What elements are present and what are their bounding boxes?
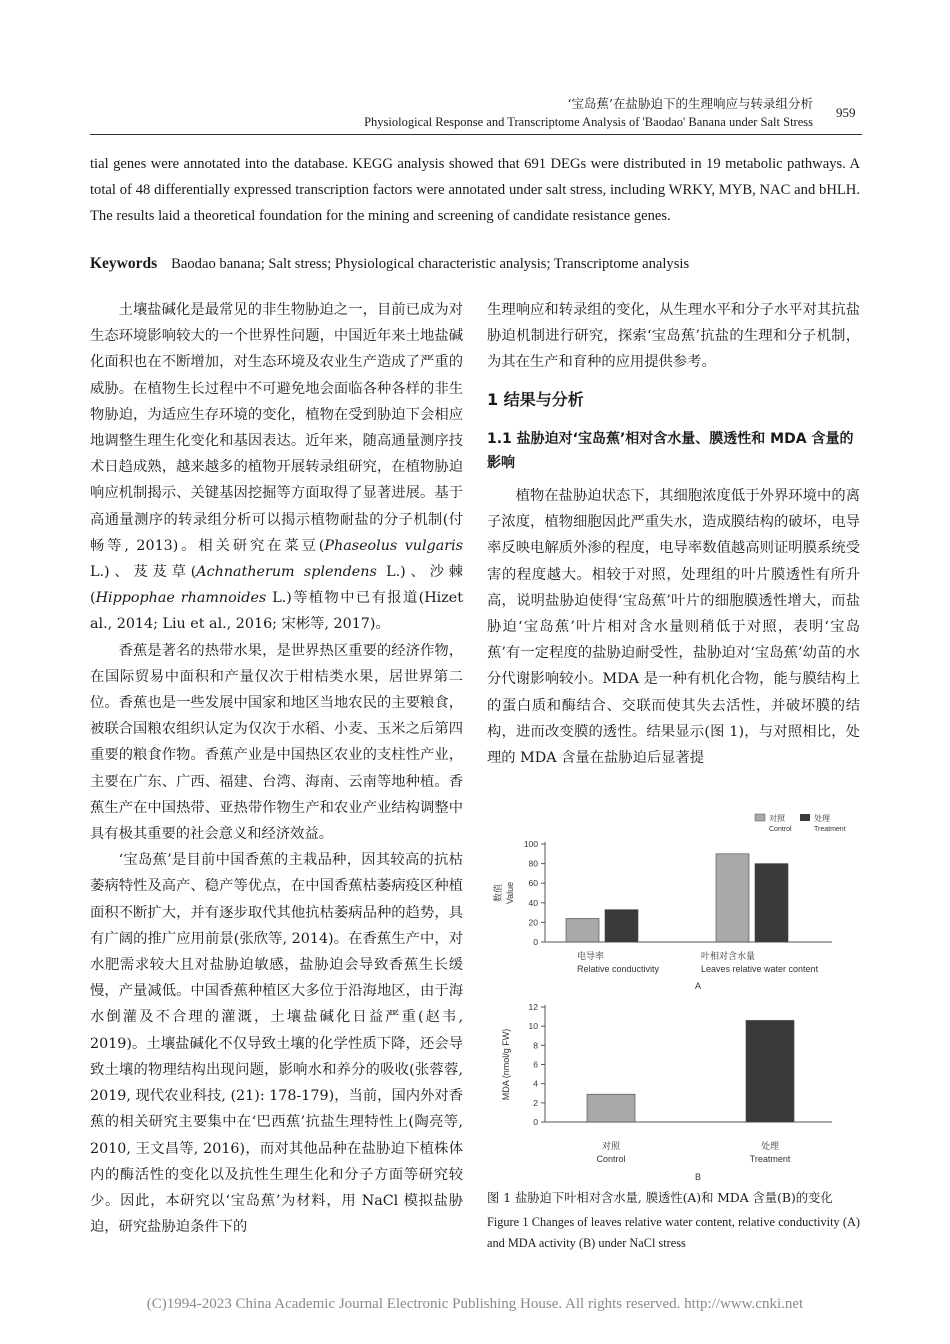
y-axis-label-b: MDA (nmol/g FW) xyxy=(501,1028,511,1101)
paragraph: 生理响应和转录组的变化，从生理水平和分子水平对其抗盐胁迫机制进行研究，探索‘宝岛蕉’抗盐的生理和分子机制，为其在生产和育种的应用提供参考。 xyxy=(487,302,860,371)
paragraph: 植物在盐胁迫状态下，其细胞浓度低于外界环境中的离子浓度，植物细胞因此严重失水，造成膜结构的破坏，电导率反映电解质外渗的程度，电导率数值越高则证明膜系统受害的程度越大。相较于对照，处理组的叶片膜透性有所升高，说明盐胁迫使得‘宝岛蕉’叶片的细胞膜透性增大，而盐胁迫‘宝岛蕉’叶片相对含水量则稍低于对照，表明‘宝岛蕉’有一定程度的盐胁迫耐受性，盐胁迫对‘宝岛蕉’幼苗的水分代谢影响较小。MDA 是一种有机化合物，能与膜结构上的蛋白质和酶结合、交联而使其失去活性，并破坏膜的结构，进而改变膜的透性。结果显示(图 1)，与对照相比，处理的 MDA 含量在盐胁迫后显著提 xyxy=(487,488,860,767)
left-column xyxy=(90,297,463,1240)
panel-label-b: B xyxy=(694,1172,702,1182)
keywords-line xyxy=(90,255,689,273)
x-category-label-cn: 电导率 xyxy=(577,951,605,961)
y-tick-label: 20 xyxy=(528,917,538,928)
bar-control xyxy=(716,854,749,942)
figure-1 xyxy=(487,808,867,1192)
keywords-label: Keywords xyxy=(90,255,158,272)
section-heading: 1 结果与分析 xyxy=(487,390,584,409)
y-axis-label-cn: 数值 xyxy=(493,883,503,903)
y-tick-label: 100 xyxy=(523,839,538,849)
legend-label-control: 对照 xyxy=(769,814,785,823)
bar-treatment xyxy=(605,910,638,942)
paragraph xyxy=(90,297,463,638)
x-category-label-cn: 叶相对含水量 xyxy=(701,951,756,961)
y-tick-label: 0 xyxy=(533,937,538,947)
legend-swatch-control xyxy=(755,814,765,821)
running-header-cn: ‘宝岛蕉’在盐胁迫下的生理响应与转录组分析 xyxy=(567,96,813,111)
y-tick-label: 2 xyxy=(533,1097,538,1108)
x-category-label-en: Control xyxy=(596,1154,626,1164)
x-category-label-cn: 处理 xyxy=(760,1141,780,1151)
y-tick-label: 60 xyxy=(528,878,538,889)
y-tick-label: 12 xyxy=(528,1002,538,1012)
species-name: Hippophae rhamnoides xyxy=(95,590,267,607)
text-span: L.)等植物中已有报道(Hizet al., 2014; Liu et al., 2016; 宋彬等, 2017)。 xyxy=(90,590,463,633)
text-span: 土壤盐碱化是最常见的非生物胁迫之一，目前已成为对生态环境影响较大的一个世界性问题，中国近年来土地盐碱化面积也在不断增加，对生态环境及农业生产造成了严重的威胁。在植物生长过程中不可避免地会面临各种各样的非生物胁迫，为适应生存环境的变化，植物在受到胁迫下会相应地调整生理生化变化和基因表达。近年来，随高通量测序技术日趋成熟，越来越多的植物开展转录组研究，在植物胁迫响应机制揭示、关键基因挖掘等方面取得了显著进展。基于高通量测序的转录组分析可以揭示植物耐盐的分子机制(付畅等, 2013)。相关研究在菜豆( xyxy=(90,302,463,554)
y-tick-label: 0 xyxy=(533,1117,538,1127)
y-axis-label-en: Value xyxy=(505,881,515,905)
bar-control xyxy=(566,918,599,942)
y-tick-label: 4 xyxy=(533,1078,538,1089)
text-span: L.)、沙棘( xyxy=(90,564,463,607)
y-tick-label: 10 xyxy=(528,1021,538,1032)
bar-treatment xyxy=(746,1020,794,1122)
figure-caption-en: Figure 1 Changes of leaves relative water content, relative conductivity (A) and MDA activity (B) under NaCl stress xyxy=(487,1215,860,1250)
y-tick-label: 40 xyxy=(528,897,538,908)
right-column-intro xyxy=(487,297,860,376)
paragraph: ‘宝岛蕉’是目前中国香蕉的主栽品种，因其较高的抗枯萎病特性及高产、稳产等优点，在中国香蕉枯萎病疫区种植面积不断扩大，并有逐步取代其他抗枯萎病品种的趋势，具有广阔的推广应用前景(张欣等, 2014)。在香蕉生产中，对水肥需求较大且对盐胁迫敏感，盐胁迫会导致香蕉生长缓慢，产量减低。中国香蕉种植区大多位于沿海地区，由于海水倒灌及不合理的灌溉，土壤盐碱化日益严重(赵韦, 2019)。土壤盐碱化不仅导致土壤的化学性质下降，还会导致土壤的物理结构出现问题，影响水和养分的吸收(张蓉蓉, 2019, 现代农业科技, (21): 178-179)，当前，国内外对香蕉的相关研究主要集中在‘巴西蕉’抗盐生理特性上(陶亮等, 2010, 王文昌等, 2016)，而对其他品种在盐胁迫下植株体内的酶活性的变化以及抗性生理生化和分子方面等研究较少。因此，本研究以‘宝岛蕉’为材料，用 NaCl 模拟盐胁迫，研究盐胁迫条件下的 xyxy=(90,852,463,1236)
running-header-en: Physiological Response and Transcriptome Analysis of 'Baodao' Banana under Salt Stress xyxy=(364,115,813,129)
figure-caption-cn: 图 1 盐胁迫下叶相对含水量, 膜透性(A)和 MDA 含量(B)的变化 xyxy=(487,1191,833,1205)
legend-label-treatment-en: Treatment xyxy=(814,826,846,833)
y-tick-label: 80 xyxy=(528,858,538,869)
subsection-heading: 1.1 盐胁迫对‘宝岛蕉’相对含水量、膜透性和 MDA 含量的影响 xyxy=(487,431,854,471)
right-column-body xyxy=(487,483,860,771)
species-name: Achnatherum splendens xyxy=(196,564,377,581)
panel-label-a: A xyxy=(694,981,702,991)
species-name: Phaseolus vulgaris xyxy=(324,537,463,554)
y-tick-label: 8 xyxy=(533,1040,538,1051)
bar-control xyxy=(587,1094,635,1122)
header-rule xyxy=(90,134,862,135)
figure-1-chart xyxy=(487,808,867,1188)
y-tick-label: 6 xyxy=(533,1059,538,1070)
text-span: L.)、芨芨草( xyxy=(90,564,197,581)
x-category-label-en: Treatment xyxy=(749,1154,791,1164)
paragraph: 香蕉是著名的热带水果，是世界热区重要的经济作物，在国际贸易中面积和产量仅次于柑桔类水果，居世界第二位。香蕉也是一些发展中国家和地区当地农民的主要粮食，被联合国粮农组织认定为仅次于水稻、小麦、玉米之后第四重要的粮食作物。香蕉产业是中国热区农业的支柱性产业，主要在广东、广西、福建、台湾、海南、云南等地种植。香蕉生产在中国热带、亚热带作物生产和农业产业结构调整中具有极其重要的社会意义和经济效益。 xyxy=(90,642,463,843)
legend-label-control-en: Control xyxy=(769,826,792,833)
page-number: 959 xyxy=(836,105,856,120)
x-category-label-en: Leaves relative water content xyxy=(701,964,819,974)
legend-swatch-treatment xyxy=(800,814,810,821)
copyright-footer: (C)1994-2023 China Academic Journal Electronic Publishing House. All rights reserved. http://www.cnki.net xyxy=(146,1296,804,1312)
bar-treatment xyxy=(755,864,788,942)
x-category-label-cn: 对照 xyxy=(601,1141,621,1151)
keywords-text: Baodao banana; Salt stress; Physiological characteristic analysis; Transcriptome analysis xyxy=(171,256,690,272)
x-category-label-en: Relative conductivity xyxy=(577,964,660,974)
legend-label-treatment: 处理 xyxy=(814,814,830,823)
abstract-text: tial genes were annotated into the database. KEGG analysis showed that 691 DEGs were distributed in 19 metabolic pathways. A total of 48 differentially expressed transcription factors were annotated under salt stress, including WRKY, MYB, NAC and bHLH. The results laid a theoretical foundation for the mining and screening of candidate resistance genes. xyxy=(90,156,860,224)
